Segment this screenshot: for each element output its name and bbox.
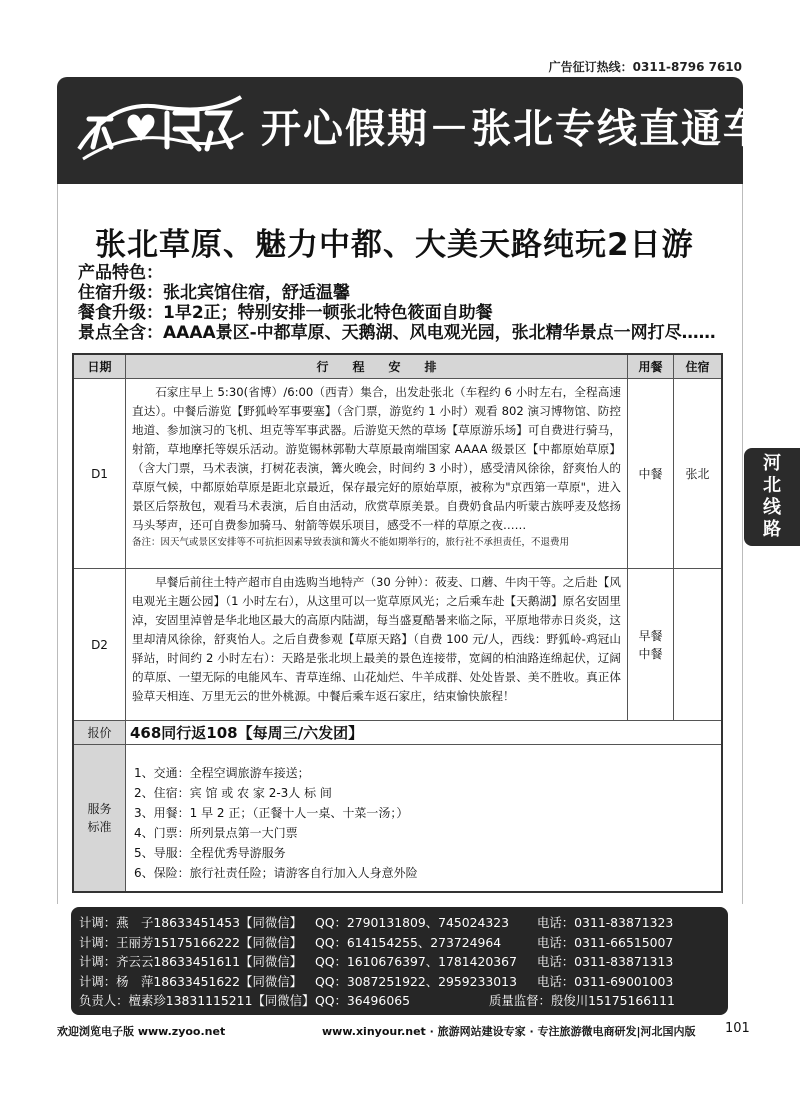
feature-lodging: 住宿升级：张北宾馆住宿，舒适温馨 [78, 283, 350, 303]
table-row-day2 [74, 569, 721, 721]
day2-text: 早餐后前往土特产超市自由选购当地特产（30 分钟）：莜麦、口蘑、牛肉干等。之后赴【风电观光主题公园】（1 小时左右），从这里可以一览草原风光；之后乘车赴【天鹅湖】原名安固里淖，安固里淖曾是华北地区最大的高原内陆湖，每当盛夏酷暑来临之际，平原地带赤日炎炎，这里却清风徐徐，舒爽怡人。之后自费参观【草原天路】（自费 100 元/人，西线：野狐岭-鸡冠山驿站，时间约 2 小时左右）：天路是张北坝上最美的景色连接带，宽阔的柏油路连绵起伏，辽阔的草原、一望无际的电能风车、青草连绵、山花灿烂、牛羊成群、处处皆景、美不胜收。真正体验草天相连、万里无云的世外桃源。中餐后乘车返石家庄，结束愉快旅程！ [132, 575, 621, 703]
ad-hotline: 广告征订热线：0311-8796 7610 [548, 60, 742, 74]
contact-row [79, 991, 720, 1011]
contact-name: 计调：杨 萍18633451622【同微信】 [79, 973, 303, 989]
day-label: D1 [74, 379, 126, 568]
header-meal: 用餐 [628, 355, 674, 378]
kaixin-jiaqi-logo [71, 89, 249, 171]
service-item: 2、住宿：宾 馆 或 农 家 2-3人 标 间 [134, 786, 332, 800]
service-item: 5、导服：全程优秀导游服务 [134, 846, 286, 860]
day2-meal: 早餐 中餐 [628, 569, 674, 720]
table-row-service [74, 745, 721, 891]
header-banner [57, 77, 765, 181]
tab-char: 线 [763, 497, 781, 518]
service-list [134, 763, 418, 883]
tour-title: 张北草原、魅力中都、大美天路纯玩2日游 [95, 227, 694, 263]
contact-name: 计调：齐云云18633451611【同微信】 [79, 954, 303, 969]
feature-attractions: 景点全含：AAAA景区-中都草原、天鹅湖、风电观光园，张北精华景点一网打尽…… [78, 323, 716, 343]
contact-tel: 电话：0311-83871323 [537, 915, 674, 930]
feature-meals: 餐食升级：1早2正；特别安排一顿张北特色筱面自助餐 [78, 303, 493, 323]
footer-slogan: www.xinyour.net · 旅游网站建设专家 · 专注旅游微电商研发|河北国内版 [322, 1025, 696, 1038]
contact-qq: QQ：614154255、273724964 [315, 934, 502, 950]
contact-name: 负责人：檀素珍13831115211【同微信】 [79, 993, 315, 1008]
contact-name: 计调：燕 子18633451453【同微信】 [79, 915, 303, 930]
section-tab-hebei-routes [744, 448, 800, 546]
contact-row [79, 933, 720, 953]
table-row-day1 [74, 379, 721, 569]
day1-note: 备注：因天气或景区安排等不可抗拒因素导致表演和篝火不能如期举行的，旅行社不承担责任，不退费用 [132, 537, 570, 548]
banner-title: 开心假期－张北专线直通车 [261, 106, 765, 152]
service-label: 服务 标准 [74, 745, 126, 891]
contact-row [79, 972, 720, 992]
contact-tel: 电话：0311-69001003 [537, 973, 674, 989]
contact-qq: QQ：3087251922、2959233013 [315, 973, 517, 989]
day1-text: 石家庄早上 5:30(省博）/6:00（西青）集合，出发赴张北（车程约 6 小时左右，全程高速直达）。中餐后游览【野狐岭军事要塞】（含门票，游览约 1 小时）观看 802 演习博物馆、防控地道、参加演习的飞机、坦克等军事武器。后游览天然的草场【草原游乐场】可自费进行骑马，射箭，草地摩托等娱乐活动。游览锡林郭勒大草原最南端国家 AAAA 级景区【中都原始草原】（含大门票，马术表演，打树花表演，篝火晚会，时间约 3 小时），感受清风徐徐，舒爽怡人的草原气候，中都原始草原是距北京最近，保存最完好的原始草原，被称为"京西第一草原"，进入景区后祭敖包，观看马术表演，后自由活动，欣赏草原美景。自费奶食品内听蒙古族呼麦及悠扬马头琴声，还可自费参加骑马、射箭等娱乐项目，感受不一样的草原之夜…… [132, 385, 621, 532]
contact-panel [71, 907, 728, 1015]
price-text: 468同行返108【每周三/六发团】 [130, 724, 364, 742]
itinerary-table [72, 353, 723, 893]
header-hotel: 住宿 [685, 360, 710, 374]
feature-heading: 产品特色： [78, 263, 163, 283]
contact-tel: 电话：0311-66515007 [537, 934, 674, 950]
table-row-price [74, 721, 721, 745]
header-schedule: 行 程 安 排 [126, 355, 628, 378]
day2-schedule [126, 569, 628, 720]
contact-qq: QQ：1610676397、1781420367 [315, 954, 517, 969]
tab-char: 北 [763, 475, 781, 496]
product-features [78, 263, 738, 343]
service-item: 1、交通：全程空调旅游车接送； [134, 766, 310, 780]
footer-website: 欢迎浏览电子版 www.zyoo.net [57, 1025, 226, 1038]
tab-char: 路 [763, 519, 781, 540]
service-item: 6、保险：旅行社责任险；请游客自行加入人身意外险 [134, 866, 418, 880]
contact-row [79, 913, 720, 933]
day1-hotel: 张北 [685, 466, 710, 481]
day1-schedule [126, 379, 628, 568]
service-item: 3、用餐：1 早 2 正；（正餐十人一桌、十菜一汤；） [134, 806, 409, 820]
tab-char: 河 [763, 453, 781, 474]
page-number: 101 [725, 1021, 750, 1036]
day-label: D2 [74, 569, 126, 720]
price-label: 报价 [74, 721, 126, 744]
contact-tel: 电话：0311-83871313 [537, 954, 674, 969]
contact-row [79, 952, 720, 972]
contact-qq: QQ：36496065 [315, 993, 410, 1008]
service-item: 4、门票：所列景点第一大门票 [134, 826, 298, 840]
day1-meal: 中餐 [628, 379, 674, 568]
day2-hotel [674, 569, 721, 720]
contact-name: 计调：王丽芳15175166222【同微信】 [79, 934, 303, 950]
contact-tel: 质量监督：殷俊川15175166111 [489, 993, 675, 1008]
header-date: 日期 [74, 355, 126, 378]
contact-qq: QQ：2790131809、745024323 [315, 915, 510, 930]
table-header-row [74, 355, 721, 379]
